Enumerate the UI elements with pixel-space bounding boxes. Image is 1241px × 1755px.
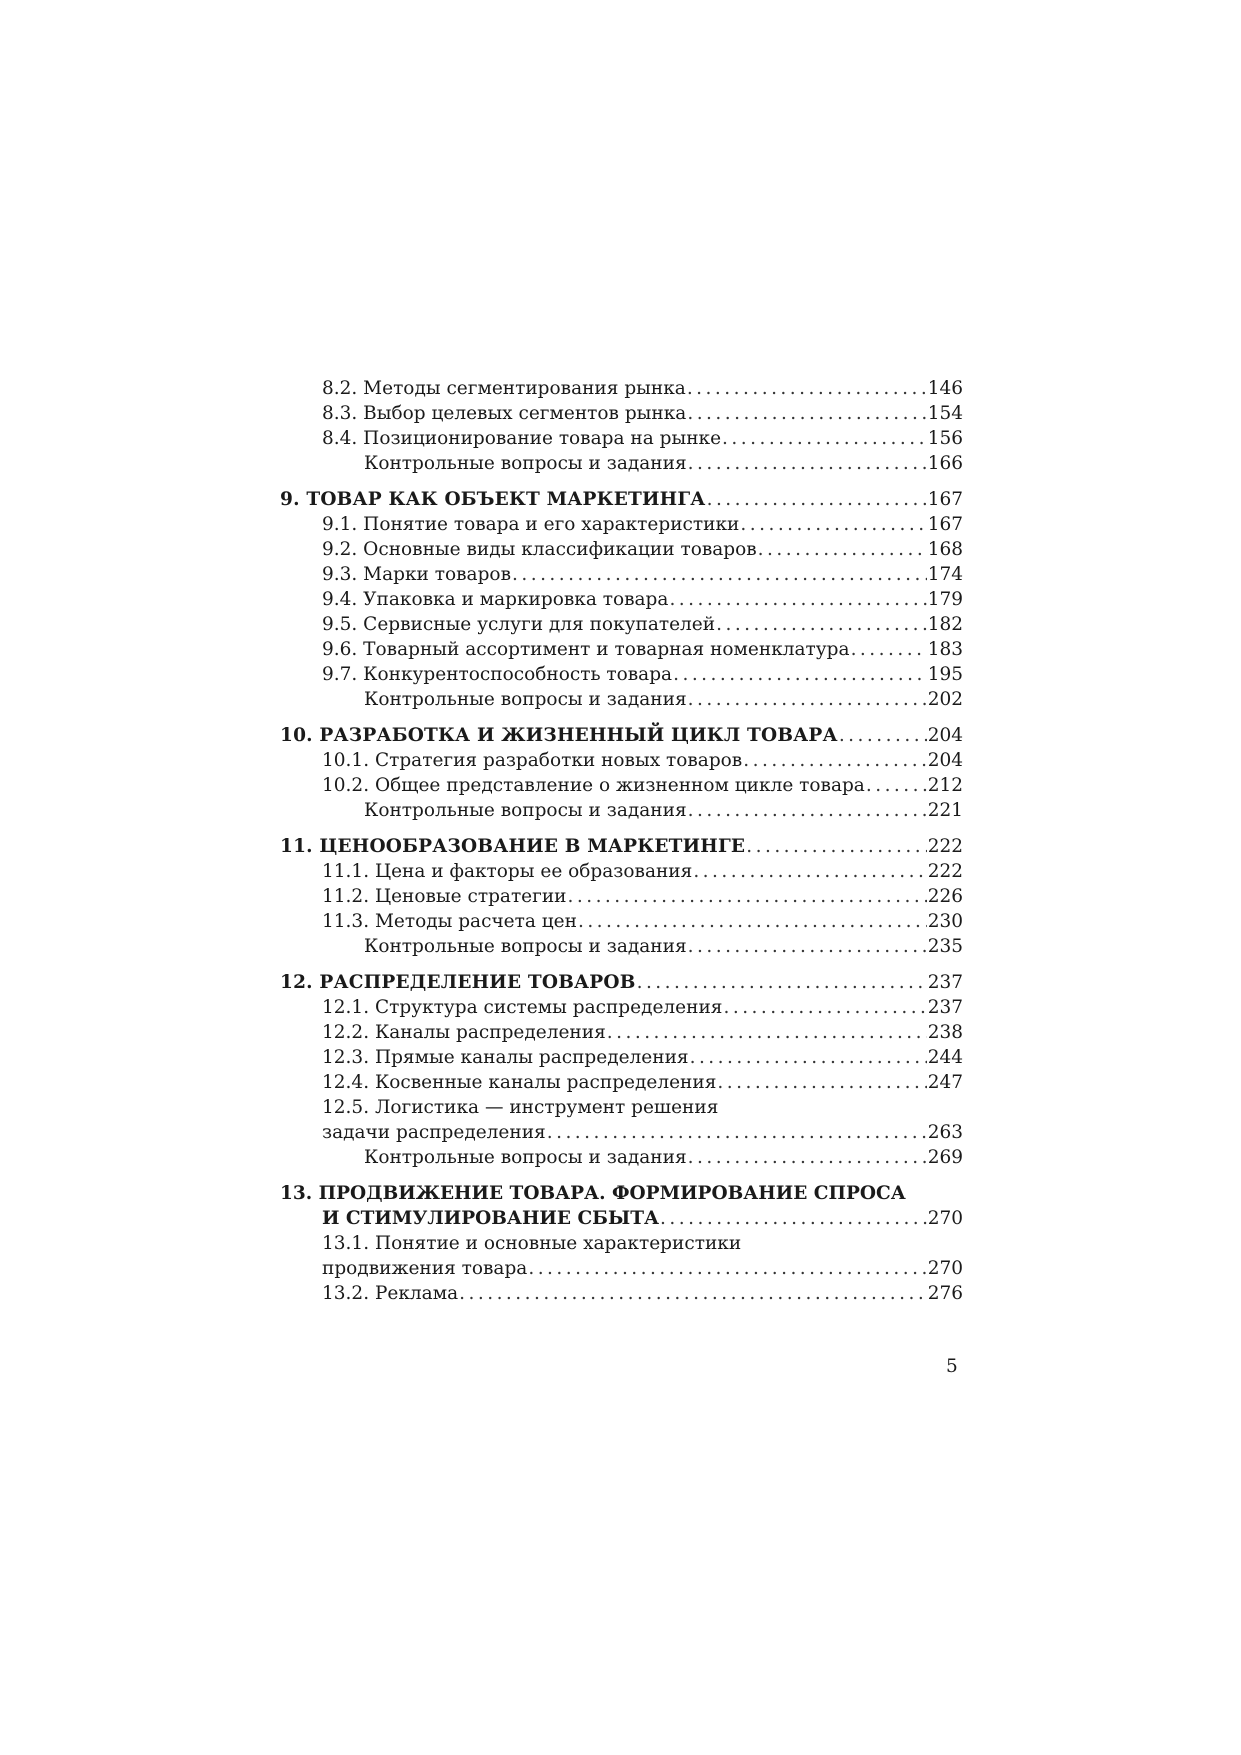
chapter-title: И СТИМУЛИРОВАНИЕ СБЫТА xyxy=(322,1208,660,1229)
entry-title: 11.3. Методы расчета цен xyxy=(322,911,577,932)
toc-entry-12-5-line1: 12.5. Логистика — инструмент решения xyxy=(322,1097,719,1118)
toc-entry-12-1 xyxy=(280,995,963,1020)
entry-page: 238 xyxy=(927,1022,963,1043)
toc-entry-9-7 xyxy=(280,662,963,687)
dot-leader xyxy=(723,995,926,1020)
dot-leader xyxy=(688,451,927,476)
entry-page: 230 xyxy=(927,911,963,932)
toc-entry-12-5 xyxy=(280,1120,963,1145)
entry-title: 9.4. Упаковка и маркировка товара xyxy=(322,589,669,610)
toc-chapter-9 xyxy=(280,487,963,512)
entry-title: 9.3. Марки товаров xyxy=(322,564,511,585)
toc-chapter-12 xyxy=(280,970,963,995)
entry-title: 9.7. Конкурентоспособность товара xyxy=(322,664,673,685)
entry-page: 182 xyxy=(927,614,963,635)
page-number: 5 xyxy=(946,1356,958,1377)
entry-page: 222 xyxy=(927,836,963,857)
entry-page: 270 xyxy=(927,1208,963,1229)
toc-entry-11-1 xyxy=(280,859,963,884)
dot-leader xyxy=(567,884,926,909)
entry-page: 167 xyxy=(927,514,963,535)
toc-chapter-13-line1: 13. ПРОДВИЖЕНИЕ ТОВАРА. ФОРМИРОВАНИЕ СПРОСА xyxy=(280,1183,906,1204)
entry-page: 156 xyxy=(927,428,963,449)
entry-title: Контрольные вопросы и задания xyxy=(364,1147,687,1168)
toc-entry-8-3 xyxy=(280,401,963,426)
entry-title: продвижения товара xyxy=(322,1258,528,1279)
toc-entry-9-5 xyxy=(280,612,963,637)
dot-leader xyxy=(512,562,927,587)
entry-page: 195 xyxy=(927,664,963,685)
toc-entry-12-3 xyxy=(280,1045,963,1070)
dot-leader xyxy=(687,376,927,401)
dot-leader xyxy=(839,723,927,748)
toc-entry-9-4 xyxy=(280,587,963,612)
entry-page: 244 xyxy=(927,1047,963,1068)
toc-entry-9-3 xyxy=(280,562,963,587)
dot-leader xyxy=(866,773,927,798)
dot-leader xyxy=(547,1120,927,1145)
entry-page: 202 xyxy=(927,689,963,710)
dot-leader xyxy=(688,1145,927,1170)
entry-page: 221 xyxy=(927,800,963,821)
entry-title: Контрольные вопросы и задания xyxy=(364,689,687,710)
dot-leader xyxy=(740,512,926,537)
entry-page: 167 xyxy=(927,489,963,510)
entry-page: 269 xyxy=(927,1147,963,1168)
toc-entry-12-4 xyxy=(280,1070,963,1095)
toc-entry-9-2 xyxy=(280,537,963,562)
entry-title: 12.3. Прямые каналы распределения xyxy=(322,1047,689,1068)
dot-leader xyxy=(578,909,927,934)
entry-page: 166 xyxy=(927,453,963,474)
entry-page: 237 xyxy=(927,997,963,1018)
toc-entry-10-1 xyxy=(280,748,963,773)
entry-title: задачи распределения xyxy=(322,1122,546,1143)
table-of-contents xyxy=(280,376,963,1306)
entry-title: 9.5. Сервисные услуги для покупателей xyxy=(322,614,716,635)
toc-entry-10-questions xyxy=(280,798,963,823)
entry-page: 179 xyxy=(927,589,963,610)
toc-entry-11-2 xyxy=(280,884,963,909)
toc-entry-9-1 xyxy=(280,512,963,537)
dot-leader xyxy=(687,401,926,426)
entry-title: 12.4. Косвенные каналы распределения xyxy=(322,1072,717,1093)
dot-leader xyxy=(459,1281,927,1306)
entry-page: 154 xyxy=(927,403,963,424)
dot-leader xyxy=(607,1020,927,1045)
entry-page: 212 xyxy=(927,775,963,796)
dot-leader xyxy=(688,798,927,823)
entry-page: 263 xyxy=(927,1122,963,1143)
dot-leader xyxy=(688,934,927,959)
entry-title: 12.2. Каналы распределения xyxy=(322,1022,606,1043)
entry-page: 183 xyxy=(927,639,963,660)
entry-title: 8.4. Позиционирование товара на рынке xyxy=(322,428,722,449)
entry-page: 222 xyxy=(927,861,963,882)
toc-entry-11-3 xyxy=(280,909,963,934)
toc-entry-12-2 xyxy=(280,1020,963,1045)
entry-page: 174 xyxy=(927,564,963,585)
toc-entry-11-questions xyxy=(280,934,963,959)
entry-title: 9.1. Понятие товара и его характеристики xyxy=(322,514,740,535)
toc-chapter-11 xyxy=(280,834,963,859)
toc-entry-13-2 xyxy=(280,1281,963,1306)
entry-title: 10.1. Стратегия разработки новых товаров xyxy=(322,750,743,771)
chapter-title: 11. ЦЕНООБРАЗОВАНИЕ В МАРКЕТИНГЕ xyxy=(280,836,746,857)
entry-page: 237 xyxy=(927,972,963,993)
entry-title: Контрольные вопросы и задания xyxy=(364,800,687,821)
toc-entry-13-1 xyxy=(280,1256,963,1281)
entry-page: 235 xyxy=(927,936,963,957)
dot-leader xyxy=(716,612,927,637)
toc-entry-9-6 xyxy=(280,637,963,662)
toc-entry-10-2 xyxy=(280,773,963,798)
entry-title: 12.1. Структура системы распределения xyxy=(322,997,723,1018)
entry-page: 146 xyxy=(927,378,963,399)
entry-page: 204 xyxy=(927,750,963,771)
dot-leader xyxy=(707,487,927,512)
entry-title: 10.2. Общее представление о жизненном цикле товара xyxy=(322,775,865,796)
entry-title: 13.2. Реклама xyxy=(322,1283,459,1304)
entry-title: 11.1. Цена и факторы ее образования xyxy=(322,861,693,882)
toc-chapter-13 xyxy=(280,1206,963,1231)
entry-title: 9.6. Товарный ассортимент и товарная номенклатура xyxy=(322,639,850,660)
entry-page: 247 xyxy=(927,1072,963,1093)
toc-entry-8-4 xyxy=(280,426,963,451)
dot-leader xyxy=(851,637,927,662)
dot-leader xyxy=(669,587,926,612)
dot-leader xyxy=(528,1256,926,1281)
toc-entry-9-questions xyxy=(280,687,963,712)
entry-title: Контрольные вопросы и задания xyxy=(364,453,687,474)
dot-leader xyxy=(688,687,927,712)
entry-page: 226 xyxy=(927,886,963,907)
toc-entry-8-2 xyxy=(280,376,963,401)
dot-leader xyxy=(717,1070,926,1095)
toc-entry-8-questions xyxy=(280,451,963,476)
entry-title: 11.2. Ценовые стратегии xyxy=(322,886,567,907)
chapter-title: 12. РАСПРЕДЕЛЕНИЕ ТОВАРОВ xyxy=(280,972,636,993)
entry-title: 8.3. Выбор целевых сегментов рынка xyxy=(322,403,687,424)
dot-leader xyxy=(743,748,926,773)
dot-leader xyxy=(690,1045,927,1070)
dot-leader xyxy=(722,426,927,451)
toc-entry-12-questions xyxy=(280,1145,963,1170)
toc-chapter-10 xyxy=(280,723,963,748)
entry-page: 168 xyxy=(927,539,963,560)
entry-page: 204 xyxy=(927,725,963,746)
chapter-title: 10. РАЗРАБОТКА И ЖИЗНЕННЫЙ ЦИКЛ ТОВАРА xyxy=(280,725,838,746)
entry-page: 276 xyxy=(927,1283,963,1304)
entry-page: 270 xyxy=(927,1258,963,1279)
chapter-title: 9. ТОВАР КАК ОБЪЕКТ МАРКЕТИНГА xyxy=(280,489,706,510)
toc-entry-13-1-line1: 13.1. Понятие и основные характеристики xyxy=(322,1233,742,1254)
dot-leader xyxy=(758,537,927,562)
dot-leader xyxy=(746,834,926,859)
entry-title: 8.2. Методы сегментирования рынка xyxy=(322,378,686,399)
entry-title: Контрольные вопросы и задания xyxy=(364,936,687,957)
dot-leader xyxy=(637,970,927,995)
dot-leader xyxy=(693,859,926,884)
dot-leader xyxy=(673,662,927,687)
entry-title: 9.2. Основные виды классификации товаров xyxy=(322,539,757,560)
dot-leader xyxy=(660,1206,927,1231)
